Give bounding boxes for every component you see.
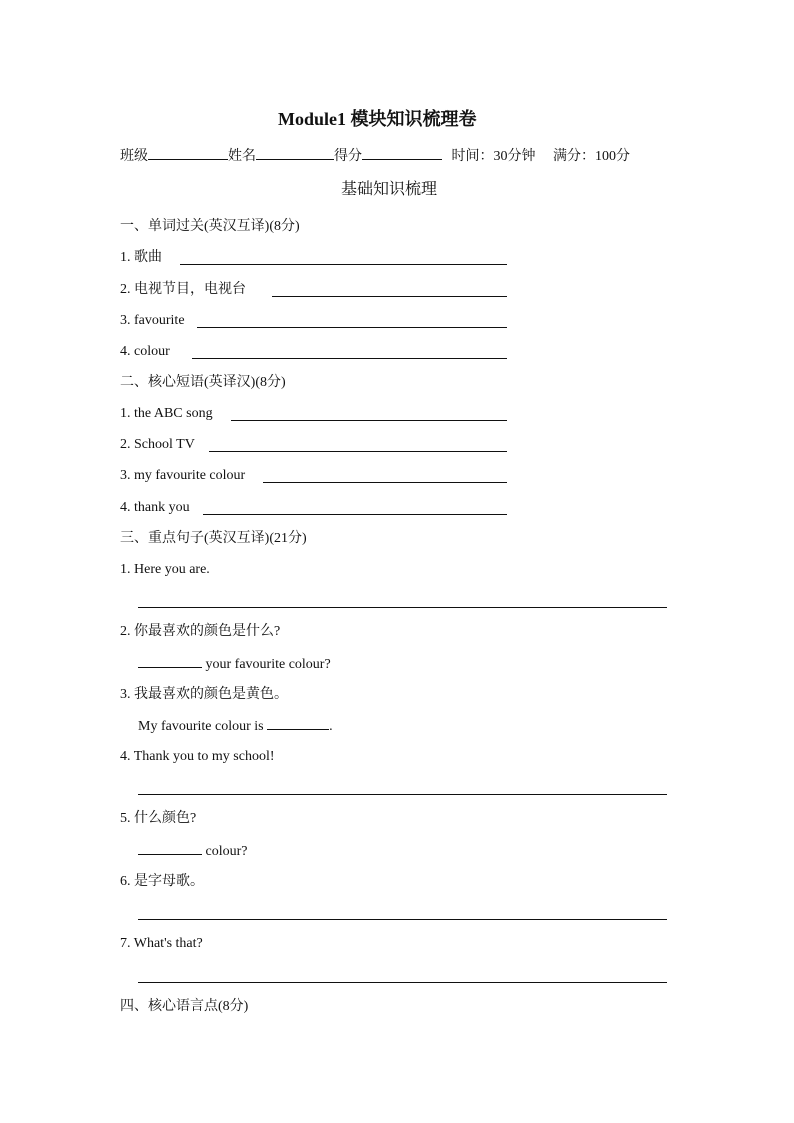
name-field[interactable] [256, 145, 334, 160]
name-label: 姓名 [228, 149, 256, 164]
s3-question-7: 7. What's that? [120, 936, 203, 951]
section-4-heading: 四、核心语言点(8分) [120, 999, 249, 1014]
s1-item-2: 2. 电视节目，电视台 [120, 282, 246, 297]
s3-blank-3[interactable] [267, 717, 329, 730]
s2-answer-line-3[interactable] [263, 482, 507, 483]
s3-answer-line-7[interactable] [138, 982, 667, 983]
s3-question-1: 1. Here you are. [120, 562, 210, 577]
s3-answer-line-1[interactable] [138, 607, 667, 608]
header-info [120, 145, 630, 166]
s1-answer-line-3[interactable] [197, 327, 507, 328]
score-label: 得分 [334, 149, 362, 164]
s1-item-1: 1. 歌曲 [120, 250, 162, 265]
full-score-info: 满分：100分 [553, 149, 630, 164]
s1-answer-line-2[interactable] [272, 296, 507, 297]
s3-fill-3-text: My favourite colour is [138, 719, 264, 734]
s2-answer-line-1[interactable] [231, 420, 507, 421]
s2-item-1: 1. the ABC song [120, 406, 213, 421]
s3-fill-5 [138, 842, 247, 861]
period-mark: . [329, 719, 333, 734]
time-info: 时间：30分钟 [451, 149, 536, 164]
page-title: Module1 模块知识梳理卷 [278, 109, 477, 129]
s2-item-3: 3. my favourite colour [120, 468, 246, 483]
s3-answer-line-4[interactable] [138, 794, 667, 795]
s3-question-3: 3. 我最喜欢的颜色是黄色。 [120, 687, 288, 702]
score-field[interactable] [362, 145, 442, 160]
s3-question-6: 6. 是字母歌。 [120, 874, 204, 889]
s3-question-2: 2. 你最喜欢的颜色是什么? [120, 624, 281, 639]
class-label: 班级 [120, 149, 148, 164]
s2-item-2: 2. School TV [120, 437, 195, 452]
s3-question-5: 5. 什么颜色? [120, 811, 197, 826]
s1-item-4: 4. colour [120, 344, 170, 359]
s3-fill-2-text: your favourite colour? [205, 657, 331, 672]
s2-item-4: 4. thank you [120, 500, 190, 515]
s3-fill-3 [138, 717, 333, 736]
s3-question-4: 4. Thank you to my school! [120, 749, 275, 764]
s3-blank-2[interactable] [138, 655, 202, 668]
s1-item-3: 3. favourite [120, 313, 185, 328]
section-1-heading: 一、单词过关(英汉互译)(8分) [120, 219, 300, 234]
s1-answer-line-1[interactable] [180, 264, 507, 265]
section-3-heading: 三、重点句子(英汉互译)(21分) [120, 531, 307, 546]
s3-fill-2 [138, 655, 331, 674]
s1-answer-line-4[interactable] [192, 358, 507, 359]
s3-blank-5[interactable] [138, 842, 202, 855]
s3-answer-line-6[interactable] [138, 919, 667, 920]
class-field[interactable] [148, 145, 228, 160]
s2-answer-line-2[interactable] [209, 451, 507, 452]
section-subtitle: 基础知识梳理 [341, 181, 438, 198]
section-2-heading: 二、核心短语(英译汉)(8分) [120, 375, 286, 390]
s2-answer-line-4[interactable] [203, 514, 507, 515]
s3-fill-5-text: colour? [205, 844, 248, 859]
